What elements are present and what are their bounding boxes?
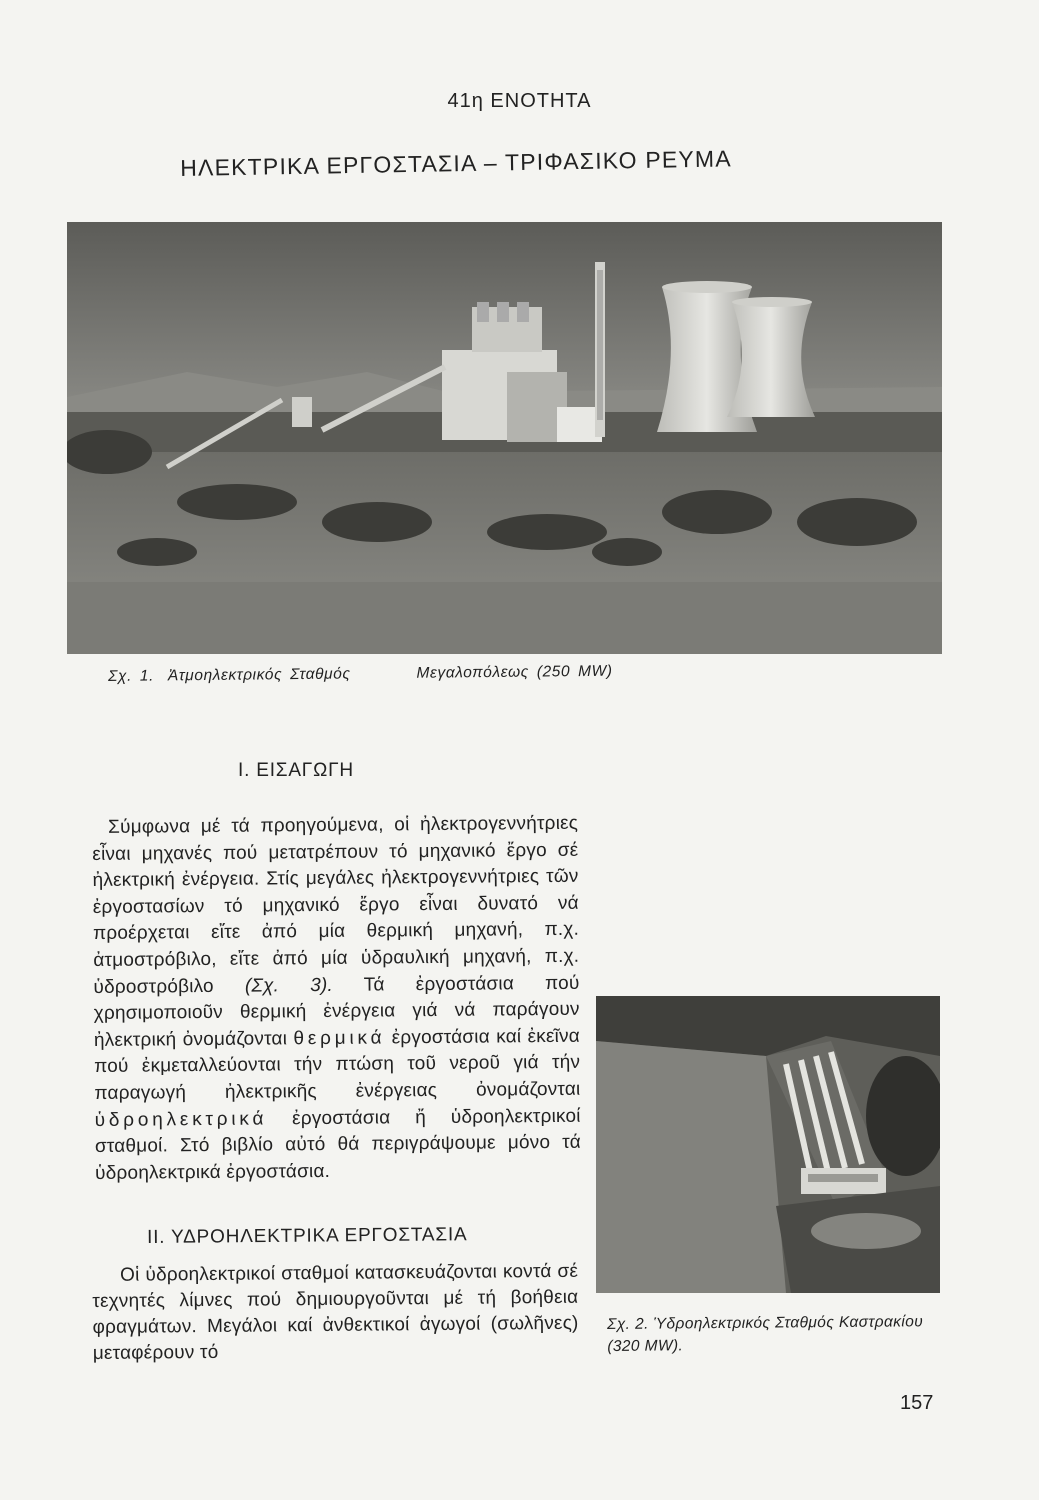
figure-1-place: Μεγαλοπόλεως (250 MW): [416, 662, 613, 682]
figure-3-reference: (Σχ. 3).: [244, 974, 334, 997]
unit-heading: 41η ΕΝΟΤΗΤΑ: [447, 90, 592, 112]
figure-1-text: Ἀτμοηλεκτρικός Σταθμός: [167, 665, 351, 685]
section-1-heading: Ι. ΕΙΣΑΓΩΓΗ: [238, 760, 354, 781]
section-1-paragraph: [92, 811, 581, 1188]
section-2-paragraph: Οἱ ὑδροηλεκτρικοί σταθμοί κατασκευάζονται κοντά σέ τεχνητές λίμνες πού δημιουργοῦνται μέ τή βοήθεια φραγμάτων. Μεγάλοι καί ἀνθεκτικοί ἀγωγοί (σωλῆνες) μεταφέρουν τό: [92, 1260, 579, 1364]
figure-1-caption: [108, 663, 613, 686]
section-1-text-c: ἐργοστάσια καί ἐκεῖνα πού ἐκμεταλλεύονται τήν πτώση τοῦ νεροῦ γιά τήν παραγωγή ἠλεκτρικῆς ἐνέργειας ὀνομάζονται: [94, 1025, 581, 1104]
section-1-text-b: Τά ἐργοστάσια πού χρησιμοποιοῦν θερμική ἐνέργεια γιά νά παράγουν ἠλεκτρική ὀνομάζονται: [93, 972, 580, 1051]
chapter-title: ΗΛΕΚΤΡΙΚΑ ΕΡΓΟΣΤΑΣΙΑ – ΤΡΙΦΑΣΙΚΟ ΡΕΥΜΑ: [180, 145, 733, 181]
section-1-text-a: Σύμφωνα μέ τά προηγούμενα, οἱ ἠλεκτρογεννήτριες εἶναι μηχανές πού μετατρέπουν τό μηχανικό ἔργο σέ ἠλεκτρική ἐνέργεια. Στίς μεγάλες ἠλεκτρογεννήτριες τῶν ἐργοστασίων τό μηχανικό ἔργο εἶναι δυνατό νά προέρχεται εἴτε ἀπό μία θερμική μηχανή, π.χ. ἀτμοστρόβιλο, εἴτε ἀπό μία ὑδραυλική μηχανή, π.χ. ὑδροστρόβιλο: [92, 812, 580, 998]
thermal-power-station-photo: [67, 222, 942, 654]
term-thermal: θερμικά: [293, 1027, 386, 1050]
term-hydroelectric: ὑδροηλεκτρικά: [94, 1108, 268, 1131]
figure-2-caption: Σχ. 2. Ὑδροηλεκτρικός Σταθμός Καστρακίου (320 MW).: [607, 1313, 924, 1355]
section-2-heading: ΙΙ. ΥΔΡΟΗΛΕΚΤΡΙΚΑ ΕΡΓΟΣΤΑΣΙΑ: [147, 1224, 468, 1248]
figure-1-label: Σχ. 1.: [108, 667, 155, 685]
page-number: 157: [900, 1392, 934, 1414]
section-1-text-d: ἐργοστάσια ἤ ὑδροηλεκτρικοί σταθμοί. Στό βιβλίο αὐτό θά περιγράψουμε μόνο τά ὑδροηλεκτρικά ἐργοστάσια.: [94, 1105, 581, 1184]
hydroelectric-station-photo: [596, 996, 940, 1293]
